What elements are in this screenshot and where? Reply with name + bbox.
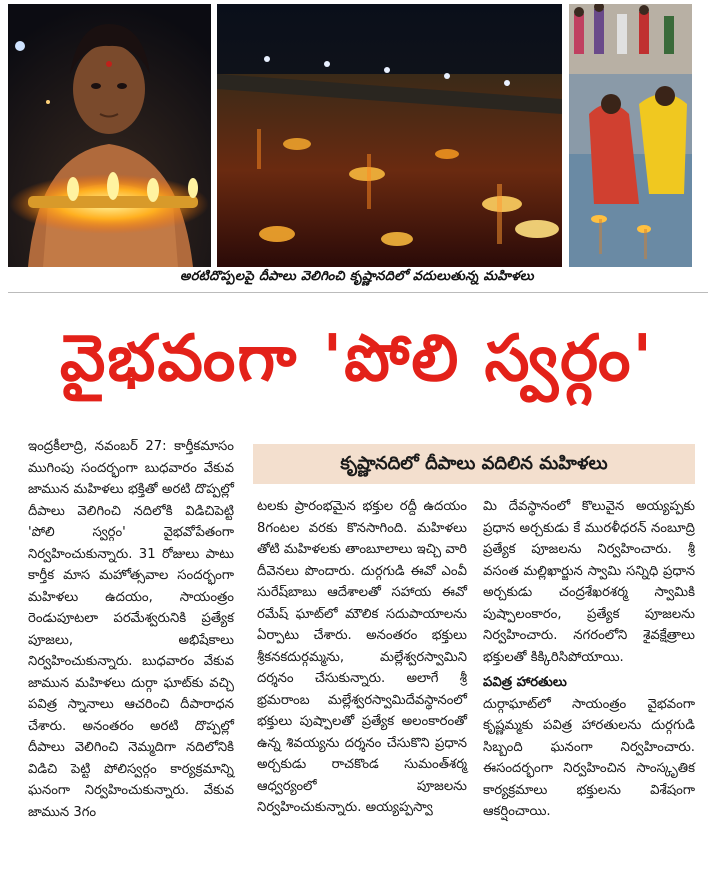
article-column-1 (28, 436, 234, 823)
article-column-3 (483, 496, 695, 823)
woman-holding-lamps-photo (8, 4, 211, 267)
women-floating-lamps-photo (569, 4, 692, 267)
subheadline: కృష్ణానదిలో దీపాలు వదిలిన మహిళలు (253, 444, 695, 484)
column-3-subheading: పవిత్ర హారతులు (483, 675, 567, 690)
article-column-2 (257, 496, 467, 819)
column-3-text-b: దుర్గాఘాట్‌లో సాయంత్రం వైభవంగా కృష్ణమ్మకు పవిత్ర హారతులను దుర్గగుడి సిబ్బంది ఘనంగా నిర్వహించారు. ఈసందర్భంగా నిర్వహించిన సాంస్కృతిక కార్యక్రమాలు భక్తులను విశేషంగా ఆకర్షించాయి. (483, 696, 695, 819)
headline: వైభవంగా 'పోలి స్వర్గం' (59, 322, 655, 396)
divider (8, 292, 708, 293)
column-3-text-a: మి దేవస్థానంలో కొలువైన అయ్యప్పకు ప్రధాన అర్చకుడు కే మురళీధరన్ నంబూద్రి ప్రత్యేక పూజలను నిర్వహించారు. శ్రీ వసంత మల్లిఖార్జున స్వామి సన్నిధి ప్రధాన అర్చకుడు చంద్రశేఖరశర్మ స్వామికి పుష్పాలంకారం, ప్రత్యేక పూజలను నిర్వహించారు. నగరంలోని శైవక్షేత్రాలు భక్తులతో కిక్కిరిసిపోయాయి. (483, 499, 695, 665)
photo-caption: అరటిదొప్పలపై దీపాలు వెలిగించి కృష్ణానదిలో వదులుతున్న మహిళలు (180, 269, 534, 284)
river-night-lamps-photo (217, 4, 562, 267)
column-1-text: ఇంద్రకీలాద్రి, నవంబర్ 27: కార్తీకమాసం ముగింపు సందర్భంగా బుధవారం వేకువ జామున మహిళలు భక్తితో అరటి దొప్పల్లో దీపాలు వెలిగించి నదిలోకి విడిచిపెట్టి 'పోలి స్వర్గం' వైభవోపేతంగా నిర్వహించుకున్నారు. 31 రోజులు పాటు కార్తీక మాస మహోత్సవాల సందర్భంగా మహిళలు ఉదయం, సాయంత్రం రెండుపూటలా పరమేశ్వరునికి ప్రత్యేక పూజలు, అభిషేకాలు నిర్వహించుకున్నారు. బుధవారం వేకువ జామున మహిళలు దుర్గా ఘాట్‌కు వచ్చి పవిత్ర స్నానాలు ఆచరించి దీపారాధన చేశారు. అనంతరం అరటి దొప్పల్లో దీపాలు వెలిగించి నెమ్మదిగా నదిలోనికి విడిచి పెట్టి పోలిస్వర్గం కార్యక్రమాన్ని ఘనంగా నిర్వహించుకున్నారు. వేకువ జామున 3గం (28, 439, 234, 820)
column-2-text: టలకు ప్రారంభమైన భక్తుల రద్దీ ఉదయం 8గంటల వరకు కొనసాగింది. మహిళలు తోటి మహిళలకు తాంబూలాలు ఇచ్చి వారి దీవెనలు పొందారు. దుర్గగుడి ఈవో ఎంవీ సురేష్‌బాబు ఆదేశాలతో సహాయ ఈవో రమేష్ ఘాట్‌లో మౌలిక సదుపాయాలను ఏర్పాటు చేశారు. అనంతరం భక్తులు శ్రీకనకదుర్గమ్మను, మల్లేశ్వరస్వామిని దర్శనం చేసుకున్నారు. అలాగే శ్రీ భ్రమరాంబ మల్లేశ్వరస్వామిదేవస్థానంలో భక్తులు పుష్పాలతో ప్రత్యేక అలంకారంతో ఉన్న శివయ్యను దర్శనం చేసుకొని ప్రధాన అర్చకుడు రాచకొండ సుమంత్‌శర్మ ఆధ్వర్యంలో పూజలను నిర్వహించుకున్నారు. అయ్యప్పస్వా (257, 499, 467, 815)
